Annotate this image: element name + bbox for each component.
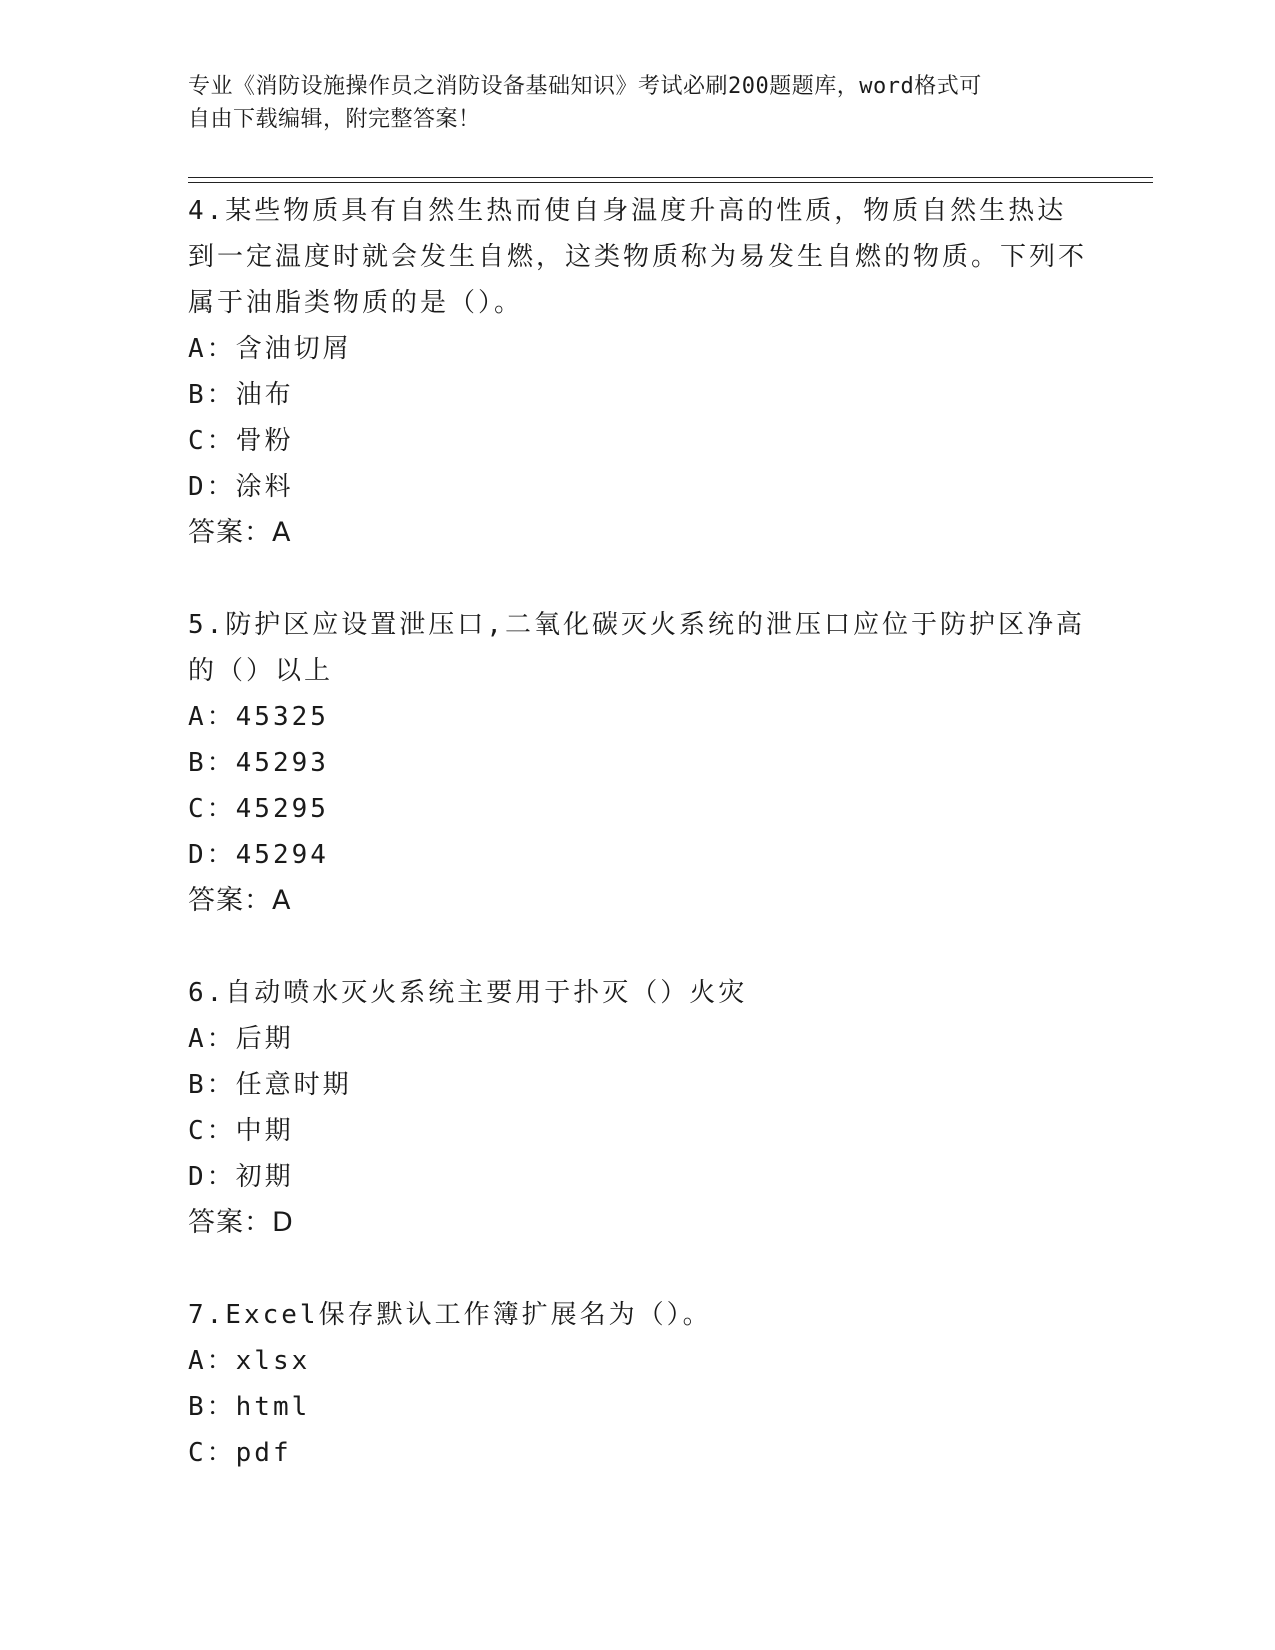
header-line-2: 自由下载编辑，附完整答案！ [188, 107, 481, 132]
option-a: A：后期 [188, 1024, 294, 1054]
question-4 [188, 188, 1088, 556]
question-stem: 6.自动喷水灭火系统主要用于扑灭（）火灾 [188, 978, 748, 1008]
question-stem: 7.Excel保存默认工作簿扩展名为（）。 [188, 1300, 712, 1330]
option-d: D：涂料 [188, 472, 294, 502]
header-divider-bottom [188, 182, 1153, 183]
option-a: A：45325 [188, 702, 329, 732]
option-a: A：xlsx [188, 1346, 311, 1376]
header-line-1: 专业《消防设施操作员之消防设备基础知识》考试必刷200题题库，word格式可 [188, 74, 982, 99]
option-c: C：骨粉 [188, 426, 294, 456]
question-6 [188, 970, 1088, 1246]
question-5 [188, 602, 1088, 924]
question-list [188, 188, 1088, 1522]
header-divider-top [188, 177, 1153, 178]
option-b: B：任意时期 [188, 1070, 352, 1100]
answer-line: 答案：A [188, 885, 292, 916]
option-c: C：pdf [188, 1438, 292, 1468]
question-stem: 4.某些物质具有自然生热而使自身温度升高的性质，物质自然生热达到一定温度时就会发生自燃，这类物质称为易发生自燃的物质。下列不属于油脂类物质的是（）。 [188, 196, 1088, 318]
option-c: C：45295 [188, 794, 329, 824]
question-stem: 5.防护区应设置泄压口,二氧化碳灭火系统的泄压口应位于防护区净高的（）以上 [188, 610, 1085, 686]
option-c: C：中期 [188, 1116, 294, 1146]
answer-line: 答案：D [188, 1207, 294, 1238]
question-7 [188, 1292, 1088, 1476]
option-b: B：45293 [188, 748, 329, 778]
answer-line: 答案：A [188, 517, 292, 548]
document-header [188, 70, 1088, 136]
option-b: B：油布 [188, 380, 294, 410]
option-d: D：45294 [188, 840, 329, 870]
option-a: A：含油切屑 [188, 334, 352, 364]
option-d: D：初期 [188, 1162, 294, 1192]
option-b: B：html [188, 1392, 311, 1422]
